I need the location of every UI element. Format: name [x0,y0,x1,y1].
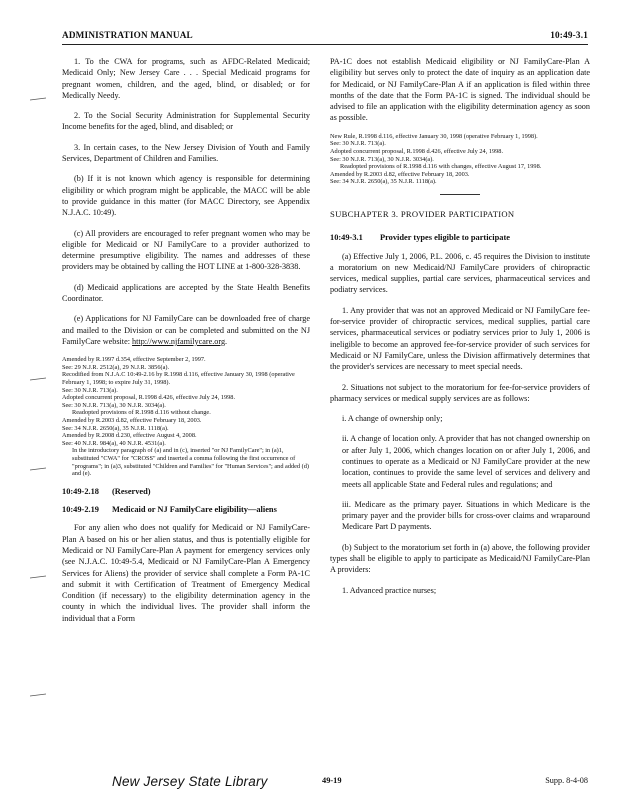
history-line: See: 34 N.J.R. 2650(a), 35 N.J.R. 1118(a). [330,178,437,186]
history-line: See: 30 N.J.R. 713(a). [62,386,118,394]
section-number: 10:49-3.1 [330,233,363,243]
supplement-date: Supp. 8-4-08 [545,776,588,785]
history-line: See: 34 N.J.R. 2650(a), 35 N.J.R. 1118(a). [62,424,169,432]
history-line: Amended by R.2003 d.82, effective February 18, 2003. [330,170,470,178]
history-line: See: 30 N.J.R. 713(a). [330,140,386,148]
section-heading-2-18 [62,486,310,497]
familycare-link[interactable]: http://www.njfamilycare.org [132,336,226,346]
history-line: Amended by R.2003 d.82, effective February 18, 2003. [62,416,202,424]
section-number: 10:49-2.19 [62,505,99,515]
history-line: Amended by R.2008 d.230, effective August 4, 2008. [62,432,197,440]
header-section: 10:49-3.1 [550,30,588,40]
section-2-19-body: For any alien who does not qualify for Medicaid or NJ FamilyCare-Plan A based on his or her alien status, and thus is potentially eligible for Medicaid or NJ FamilyCare-Plan A payment for emergency services only (see N.J.A.C. 10:49-5.4, Medicaid or NJ FamilyCare-Plan A Emergency Services for Aliens) the provider of service shall complete a Form PA-1C and submit it with Certification of Treatment of Emergency Medical Condition (if necessary) to the eligibility determination agency in the county in which the individual lives. The provider shall inform the individual that a Form [62,523,310,623]
margin-mark [30,376,46,382]
paragraph-3-1-a2: 2. Situations not subject to the moratorium for fee-for-service providers of pharmacy services or medical supply services are as follows: [330,382,590,403]
paragraph-3-1-a2i: i. A change of ownership only; [342,414,443,424]
library-stamp: New Jersey State Library [112,774,268,789]
history-line: Adopted concurrent proposal, R.1998 d.426, effective July 24, 1998. [62,394,236,402]
margin-mark [30,466,46,472]
section-title: (Reserved) [112,486,151,496]
right-column [330,56,590,605]
subchapter-heading: SUBCHAPTER 3. PROVIDER PARTICIPATION [330,208,515,219]
history-line: Recodified from N.J.A.C 10:49-2.16 by R.1998 d.116, effective January 30, 1998 (operative February 1, 1998; to expire July 31, 1998). [62,371,295,387]
section-divider [440,194,480,195]
paragraph-3-1-a1: 1. Any provider that was not an approved Medicaid or NJ FamilyCare fee-for-service provider of chiropractic services, medical supplies, partial care services, pharmaceutical services or podiatry services prior to July 1, 2006 is ineligible to become an approved fee-for-service provider of such services for Medicaid or NJ FamilyCare, unless the Division affirmatively determines that the provider's services are necessary to meet special needs. [330,305,590,372]
section-title: Medicaid or NJ FamilyCare eligibility—aliens [112,505,277,515]
history-line: See: 30 N.J.R. 713(a), 30 N.J.R. 3034(a). [330,155,434,163]
header-rule [62,44,588,45]
history-line: See: 40 N.J.R. 984(a), 40 N.J.R. 4531(a). [62,439,166,447]
paragraph-3-1-b1: 1. Advanced practice nurses; [342,585,437,595]
continued-paragraph: PA-1C does not establish Medicaid eligibility or NJ FamilyCare-Plan A eligibility but serves only to protect the date of inquiry as an application date for Medicaid, or NJ FamilyCare-Plan A if an application is filed within three months of the date that the Form PA-1C is signed. The individual should be advised to file an application with the eligibility determination agency as soon as possible. [330,57,590,123]
history-line: In the introductory paragraph of (a) and in (c), inserted "or NJ FamilyCare"; in (a)1, substituted "CWA" for "CROSS" and inserted a comma following the first occurrence of "programs"; in (a)3, substituted "Children and Families" for "Human Services"; and added (d) and (e). [72,447,309,478]
section-heading-2-19 [62,504,310,515]
section-number: 10:49-2.18 [62,486,99,496]
left-column [62,56,310,633]
history-line: Amended by R.1997 d.354, effective September 2, 1997. [62,356,206,364]
history-line: See: 29 N.J.R. 2512(a), 29 N.J.R. 3856(a). [62,363,170,371]
page-number: 49-19 [322,776,342,785]
paragraph-a2: 2. To the Social Security Administration for Supplemental Security Income benefits for the aged, blind, and disabled; or [62,111,310,132]
paragraph-3-1-a2iii: iii. Medicare as the primary payer. Situations in which Medicare is the primary payer and the provider bills for cross-over claims and wraparound Medicare Part D payments. [342,499,590,532]
paragraph-b: (b) If it is not known which agency is responsible for determining eligibility or which program might be applicable, the MACC will be able to provide guidance in this matter (for MACC Directory, see Appendix N.J.A.C. 10:49). [62,174,310,218]
margin-mark [30,692,46,698]
paragraph-d: (d) Medicaid applications are accepted by the State Health Benefits Coordinator. [62,282,310,304]
history-line: Readopted provisions of R.1998 d.116 without change. [72,409,211,417]
paragraph-3-1-b: (b) Subject to the moratorium set forth in (a) above, the following provider types shall be eligible to apply to participate as Medicaid/NJ FamilyCare-Plan A providers: [330,542,590,575]
paragraph-c: (c) All providers are encouraged to refer pregnant women who may be eligible for Medicaid or NJ FamilyCare to a provider authorized to determine presumptive eligibility. The names and addresses of these providers may be obtained by calling the HOT LINE at 1-800-328-3838. [62,228,310,272]
section-heading-3-1 [330,232,590,243]
paragraph-3-1-a: (a) Effective July 1, 2006, P.L. 2006, c. 45 requires the Division to institute a moratorium on new Medicaid/NJ FamilyCare providers of chiropractic services, medical supplies, partial care services, pharmaceutical services and podiatry services. [330,251,590,295]
header-title: ADMINISTRATION MANUAL [62,30,193,40]
margin-mark [30,96,46,102]
history-line: See: 30 N.J.R. 713(a), 30 N.J.R. 3034(a). [62,401,166,409]
running-header [62,30,588,44]
history-line: Adopted concurrent proposal, R.1998 d.426, effective July 24, 1998. [330,147,504,155]
paragraph-3-1-a2ii: ii. A change of location only. A provider that has not changed ownership on or after July 1, 2006, which changes location on or after July 1, 2006, and continues to operate as a Medicaid or NJ FamilyCare provider at the new location, continues to provide the same level of services and delivery and meets all applicable State and Federal rules and regulations; and [342,434,590,489]
section-title: Provider types eligible to participate [380,233,510,243]
history-notes-left [62,356,310,478]
margin-mark [30,574,46,580]
paragraph-e-text: (e) Applications for NJ FamilyCare can be downloaded free of charge and mailed to the Division or can be completed and submitted on the NJ FamilyCare website: [62,314,310,346]
history-line: New Rule, R.1998 d.116, effective January 30, 1998 (operative February 1, 1998). [330,132,538,140]
history-line: Readopted provisions of R.1998 d.116 with changes, effective August 17, 1998. [340,163,542,171]
paragraph-a1: 1. To the CWA for programs, such as AFDC-Related Medicaid; Medicaid Only; New Jersey Care . . . Special Medicaid programs for pregnant women, children, and the aged, blind, or disabled; or for Medically Needy. [62,57,310,100]
history-notes-right [330,133,590,186]
page-footer [62,776,588,792]
paragraph-a3: 3. In certain cases, to the New Jersey Division of Youth and Family Services, Department of Children and Families. [62,142,310,164]
paragraph-e: (e) Applications for NJ FamilyCare can be downloaded free of charge and mailed to the Division or can be completed and submitted on the NJ FamilyCare website: http://www.njfamilycare.org. [62,314,310,346]
